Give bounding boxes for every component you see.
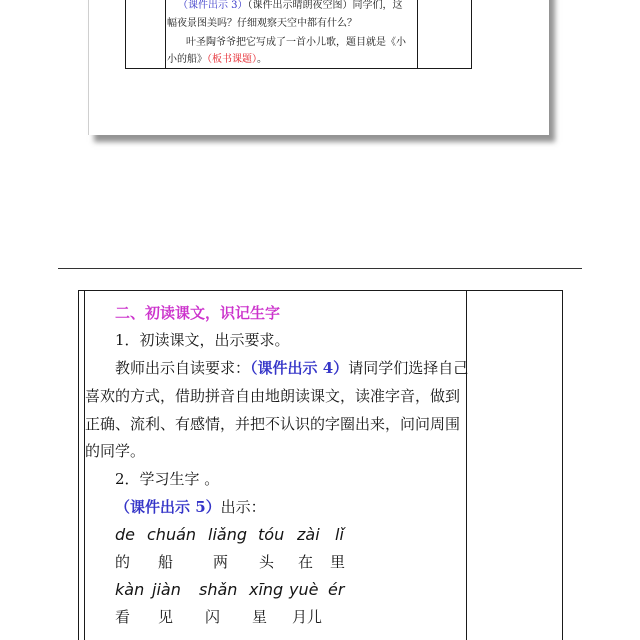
requirement-line: 的同学。 (85, 442, 146, 460)
hanzi-character: 闪 (205, 608, 221, 626)
courseware-cue: （课件出示 4） (250, 359, 349, 377)
table-border-left (125, 0, 126, 68)
table-border-top (78, 290, 563, 291)
board-note: （板书课题） (207, 54, 257, 65)
hanzi-character: 在 (298, 553, 314, 571)
requirement-line: 喜欢的方式，借助拼音自由地朗读课文，读准字音，做到 (85, 387, 461, 405)
hanzi-character: 两 (213, 553, 229, 571)
previous-page (88, 0, 549, 135)
table-border-left (78, 290, 79, 640)
table-column-divider (165, 0, 166, 68)
pinyin-syllable: ér (328, 580, 345, 599)
pinyin-syllable: liǎng (208, 525, 247, 544)
table-border-right (471, 0, 472, 68)
lesson-text: 。 (257, 54, 267, 65)
lesson-text-line (186, 37, 406, 49)
step-1-text: 1．初读课文，出示要求。 (115, 331, 290, 349)
pinyin-syllable: lǐ (335, 525, 344, 544)
table-column-divider (84, 290, 85, 640)
section-heading: 二、初读课文，识记生字 (115, 304, 281, 322)
hanzi-character: 的 (115, 553, 131, 571)
courseware-cue: （课件出示 5） (115, 498, 221, 516)
pinyin-syllable: chuán (147, 525, 197, 544)
lesson-text: 叶圣陶爷爷把它写成了一首小儿歌，题目就是《小 (186, 37, 406, 48)
pinyin-syllable: shǎn (199, 580, 238, 599)
requirement-text: 请同学们选择自己 (348, 359, 469, 377)
lesson-text: 小的船》 (167, 54, 207, 65)
pinyin-syllable: zài (297, 525, 320, 544)
table-border-right (562, 290, 563, 640)
lesson-text: （课件出示晴朗夜空图）同学们，这 (247, 0, 403, 11)
lesson-text-line (167, 18, 357, 30)
requirement-line (115, 358, 468, 378)
lesson-text-line (167, 54, 267, 66)
show-label: 出示： (220, 498, 266, 516)
step-2-text: 2．学习生字 。 (115, 470, 220, 488)
current-page (0, 250, 640, 640)
table-column-divider (417, 0, 418, 68)
requirement-line: 正确、流利、有感情，并把不认识的字圈出来，问问周围 (85, 415, 461, 433)
hanzi-character: 星 (252, 608, 268, 626)
hanzi-character: 看 (115, 608, 131, 626)
pinyin-syllable: tóu (258, 525, 285, 544)
pinyin-syllable: jiàn (152, 580, 181, 599)
hanzi-character: 月儿 (292, 608, 323, 626)
hanzi-character: 头 (259, 553, 275, 571)
show-line (115, 497, 266, 517)
pinyin-syllable: yuè (289, 580, 319, 599)
hanzi-character: 里 (330, 553, 346, 571)
pinyin-syllable: kàn (115, 580, 145, 599)
hanzi-character: 见 (158, 608, 174, 626)
table-column-divider (466, 290, 467, 640)
lesson-text-line (178, 0, 403, 12)
pinyin-syllable: de (115, 525, 135, 544)
courseware-cue: （课件出示 3） (178, 0, 248, 11)
requirement-intro: 教师出示自读要求： (115, 359, 251, 377)
hanzi-character: 船 (158, 553, 174, 571)
page-header-rule (58, 268, 582, 269)
pinyin-syllable: xīng (249, 580, 284, 599)
table-border-bottom (125, 68, 472, 69)
lesson-text: 幅夜景图美吗？仔细观察天空中都有什么？ (167, 18, 357, 29)
